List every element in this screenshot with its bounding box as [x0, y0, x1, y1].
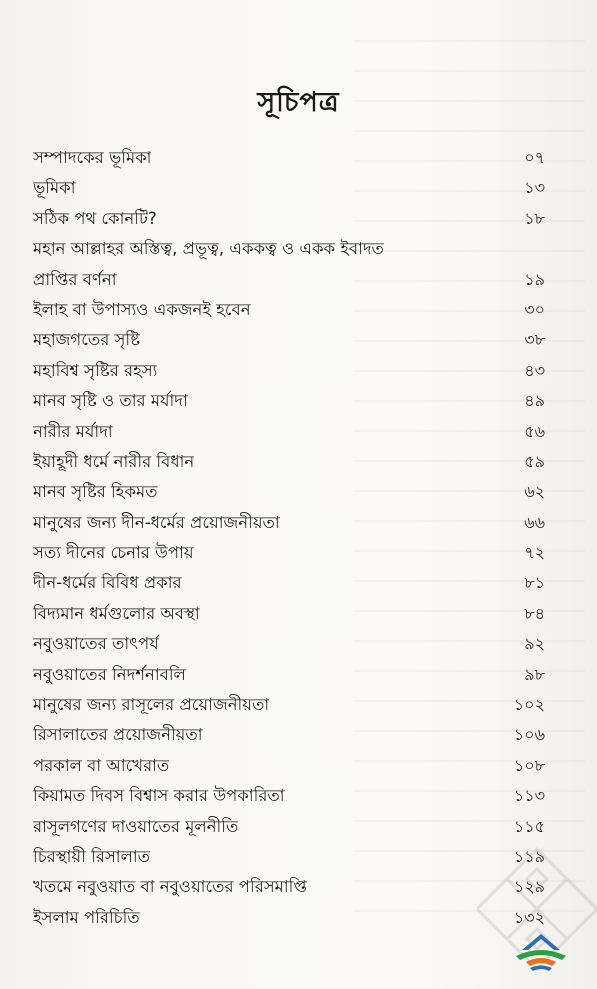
toc-entry-page-number: ১৮ [524, 208, 545, 228]
toc-entry-title: মহাবিশ্ব সৃষ্টির রহস্য [33, 360, 158, 380]
toc-entry [33, 538, 545, 568]
toc-entry [33, 842, 545, 872]
toc-entry [33, 660, 545, 690]
toc-entry [33, 265, 545, 295]
toc-entry-title: ভূমিকা [33, 178, 76, 198]
toc-entry-title: সত্য দীনের চেনার উপায় [33, 543, 194, 563]
toc-entry [33, 143, 545, 173]
toc-entry [33, 508, 545, 538]
toc-entry [33, 629, 545, 659]
toc-entry-page-number: ১১৫ [513, 816, 545, 836]
toc-entry [33, 173, 545, 203]
toc-entry-title: মহান আল্লাহর অস্তিত্ব, প্রভূত্ব, এককত্ব ও একক ইবাদত [33, 239, 384, 259]
toc-entry [33, 356, 545, 386]
toc-entry-title: মানুষের জন্য রাসূলের প্রয়োজনীয়তা [33, 695, 270, 715]
toc-entry [33, 295, 545, 325]
toc-entry-page-number: ১০৬ [513, 725, 545, 745]
toc-entry-title: বিদ্যমান ধর্মগুলোর অবস্থা [33, 603, 200, 623]
toc-entry-page-number: ৮১ [524, 573, 545, 593]
toc-entry-page-number: ৩৮ [524, 330, 545, 350]
toc-entry-page-number: ৯২ [524, 634, 545, 654]
toc-entry [33, 781, 545, 811]
toc-entry-page-number: ৬২ [524, 482, 545, 502]
toc-entry-title: ইলাহ বা উপাস্যও একজনই হবেন [33, 299, 251, 319]
toc-entry-page-number: ১৩ [524, 178, 545, 198]
toc-entry-title: খতমে নবুওয়াত বা নবুওয়াতের পরিসমাপ্তি [33, 877, 307, 897]
toc-entry [33, 234, 545, 264]
toc-entry [33, 386, 545, 416]
toc-entry-title: পরকাল বা আখেরাত [33, 755, 170, 775]
toc-entry-page-number: ১০২ [513, 695, 545, 715]
toc-entry-title: নবুওয়াতের তাৎপর্য [33, 634, 159, 654]
toc-entry-title: প্রাপ্তির বর্ণনা [33, 269, 117, 289]
toc-entry [33, 720, 545, 750]
toc-entry-page-number: ১০৮ [513, 755, 545, 775]
toc-entry [33, 812, 545, 842]
toc-entry-title: নারীর মর্যাদা [33, 421, 113, 441]
toc-entry-page-number: ৮৪ [524, 603, 545, 623]
toc-entry-page-number: ০৭ [524, 148, 545, 167]
toc-entry-page-number: ৭২ [524, 543, 545, 563]
page-title: সূচিপত্র [257, 87, 340, 118]
toc-entry-title: ইসলাম পরিচিতি [33, 907, 140, 927]
toc-entry-page-number: ৬৬ [524, 512, 545, 532]
toc-entry [33, 690, 545, 720]
toc-entry-title: সঠিক পথ কোনটি? [33, 208, 157, 228]
toc-entry [33, 417, 545, 447]
toc-entry-title: মহাজগতের সৃষ্টি [33, 330, 141, 350]
toc-entry [33, 204, 545, 234]
publisher-logo-icon [512, 930, 570, 974]
toc-entry-page-number: ১৯ [524, 269, 545, 289]
toc-entry-title: চিরস্থায়ী রিসালাত [33, 846, 151, 866]
toc-entry [33, 477, 545, 507]
toc-entry [33, 599, 545, 629]
toc-entry [33, 903, 545, 933]
toc-entry-title: ইয়াহূদী ধর্মে নারীর বিধান [33, 451, 195, 471]
toc-entry-page-number: ৫৯ [524, 451, 545, 471]
toc-entry-title: কিয়ামত দিবস বিশ্বাস করার উপকারিতা [33, 786, 285, 806]
toc-entry-title: মানুষের জন্য দীন-ধর্মের প্রয়োজনীয়তা [33, 512, 280, 532]
toc-entry-page-number: ১৩২ [513, 907, 545, 927]
toc-entry-page-number: ৫৬ [524, 421, 545, 441]
toc-entry [33, 447, 545, 477]
toc-entry-title: দীন-ধর্মের বিবিধ প্রকার [33, 573, 182, 593]
toc-entry [33, 568, 545, 598]
toc-entry [33, 751, 545, 781]
toc-entry-title: রিসালাতের প্রয়োজনীয়তা [33, 725, 203, 745]
toc-entry-page-number: ৪৩ [524, 360, 545, 380]
toc-entry-page-number: ৯৮ [524, 664, 545, 684]
toc-entry-title: রাসূলগণের দাওয়াতের মূলনীতি [33, 816, 239, 836]
toc-entry [33, 325, 545, 355]
toc-entry-page-number: ১২৯ [513, 877, 545, 897]
toc-entry-page-number: ৩০ [524, 299, 545, 319]
toc-entry [33, 872, 545, 902]
toc-entry-title: সম্পাদকের ভূমিকা [33, 148, 152, 167]
toc-entry-title: নবুওয়াতের নিদর্শনাবলি [33, 664, 186, 684]
toc-entry-title: মানব সৃষ্টি ও তার মর্যাদা [33, 391, 188, 411]
toc-entry-page-number: ১১৯ [513, 846, 545, 866]
toc-entry-title: মানব সৃষ্টির হিকমত [33, 482, 158, 502]
toc-entry-page-number: ৪৯ [524, 391, 545, 411]
table-of-contents [33, 143, 545, 933]
toc-entry-page-number: ১১৩ [513, 786, 545, 806]
